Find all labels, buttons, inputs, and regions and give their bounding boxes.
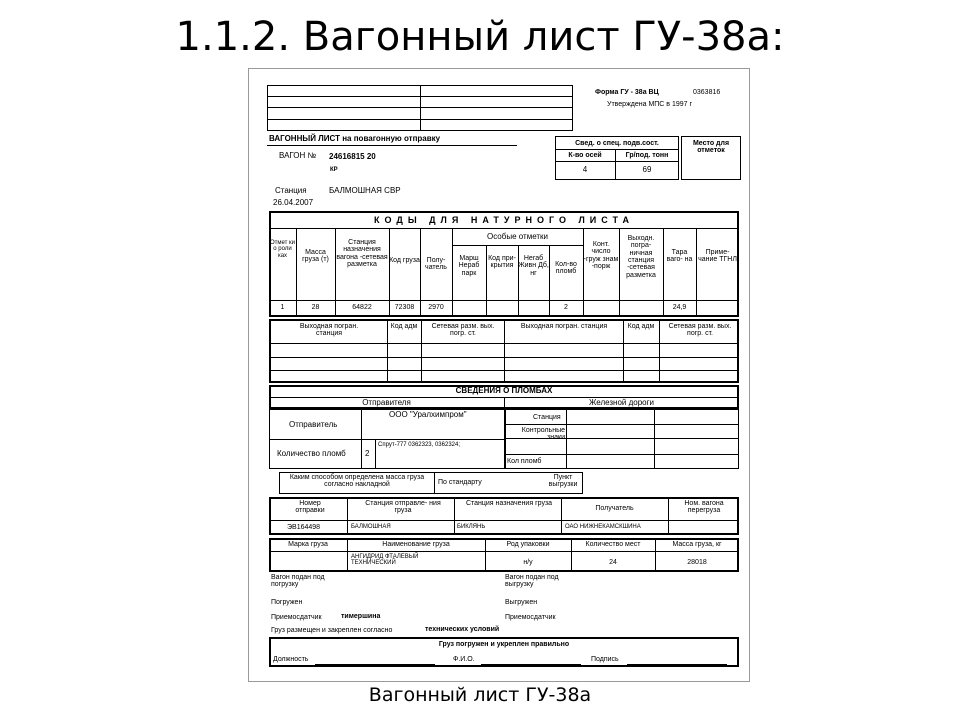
shipment-val-number: ЭВ164498 xyxy=(287,524,321,531)
hdr-cargo-code: Код груза xyxy=(389,257,420,264)
shipment-hdr-receiver: Получатель xyxy=(595,505,634,512)
shipment-val-receiver: ОАО НИЖНЕКАМСКШИНА xyxy=(565,524,641,530)
marks-place: Место для отметок xyxy=(692,140,730,155)
seals-title: СВЕДЕНИЯ О ПЛОМБАХ xyxy=(455,386,553,395)
form-number: 0363816 xyxy=(693,89,721,96)
mass-method-answer: По стандарту xyxy=(438,479,482,486)
form-approved: Утверждена МПС в 1997 г xyxy=(607,101,693,108)
cargo-hdr-name: Наименование груза xyxy=(382,541,450,548)
val-seals-count: 2 xyxy=(564,304,568,311)
seals-station-label: Станция xyxy=(533,414,561,421)
border-code-adm-2: Код адм xyxy=(627,323,655,330)
shipment-val-origin: БАЛМОШНАЯ xyxy=(351,524,391,530)
mass-method-question: Каким способом определена масса груза согласно накладной xyxy=(289,474,425,489)
axles-value: 4 xyxy=(582,165,588,174)
receiver1-label: Приемосдатчик xyxy=(271,614,322,621)
val-tare: 24,9 xyxy=(672,304,687,311)
cargo-val-mass: 28018 xyxy=(687,559,707,566)
val-dest-station: 64822 xyxy=(352,304,372,311)
border-net-mark-2: Сетевая разм. вых. погр. ст. xyxy=(668,323,732,338)
fio-label: Ф.И.О. xyxy=(453,656,475,663)
shipment-hdr-dest: Станция назначения груза xyxy=(465,500,553,507)
val-receiver: 2970 xyxy=(428,304,444,311)
hdr-route: Марш Нераб парк xyxy=(458,255,480,277)
doc-title: ВАГОННЫЙ ЛИСТ на повагонную отправку xyxy=(269,134,441,143)
date-value: 26.04.2007 xyxy=(273,198,314,207)
wagon-number: 24616815 20 xyxy=(329,152,376,161)
loaded-correct-label: Груз погружен и укреплен правильно xyxy=(438,641,570,648)
wagon-load-label: Вагон подан под погрузку xyxy=(271,574,325,589)
axles-label: К-во осей xyxy=(568,152,602,159)
wagon-unload-label: Вагон подан под выгрузку xyxy=(505,574,559,589)
placed-value: технических условий xyxy=(425,626,500,633)
border-code-adm-1: Код адм xyxy=(390,323,418,330)
slide-title: 1.1.2. Вагонный лист ГУ-38а: xyxy=(175,14,785,60)
border-net-mark-1: Сетевая разм. вых. погр. ст. xyxy=(431,323,495,338)
form-name: Форма ГУ - 38а ВЦ xyxy=(595,89,659,96)
border-exit-station-2: Выходная погран. станция xyxy=(520,323,608,330)
shipment-hdr-reload: Ном. вагона перегруза xyxy=(684,500,724,515)
seals-control-label: Контрольные знаки xyxy=(521,427,565,442)
special-title: Свед. о спец. подв.сост. xyxy=(575,140,659,147)
seals-sender-label: Отправитель xyxy=(289,420,338,429)
capacity-value: 69 xyxy=(642,165,652,174)
shipment-hdr-origin: Станция отправле- ния груза xyxy=(365,500,441,515)
val-marks-roles: 1 xyxy=(280,304,285,311)
cargo-hdr-mark: Марка груза xyxy=(288,541,328,548)
hdr-receiver: Полу- чатель xyxy=(425,257,447,272)
hdr-oversize: Негаб Живн Дб, нг xyxy=(518,255,549,277)
cargo-val-packing: н/у xyxy=(523,559,533,566)
wagon-sheet-form xyxy=(248,68,750,682)
hdr-cover-code: Код при- крытия xyxy=(488,255,516,270)
receiver1-value: тимершина xyxy=(341,613,381,620)
hdr-tare: Тара ваго- на xyxy=(666,249,693,264)
seals-count-label: Количество пломб xyxy=(277,449,346,458)
val-cargo-code: 72308 xyxy=(394,304,415,311)
shipment-hdr-number: Номер отправки xyxy=(295,500,325,515)
seals-count-value: 2 xyxy=(365,449,370,458)
capacity-label: Гр/под. тонн xyxy=(625,152,669,159)
cargo-val-name: АНГИДРИД ФТАЛЕВЫЙ ТЕХНИЧЕСКИЙ xyxy=(351,554,419,567)
hdr-note: Приме- чание ТГНЛ xyxy=(698,249,737,264)
seals-numbers: Спрут-777 0362323, 0362324; xyxy=(378,442,460,448)
cargo-val-places: 24 xyxy=(609,559,617,566)
station-label: Станция xyxy=(275,186,307,195)
cargo-hdr-packing: Род упаковки xyxy=(506,541,550,548)
slide-caption: Вагонный лист ГУ-38а xyxy=(368,684,592,706)
border-exit-station-1: Выходная погран. станция xyxy=(299,323,359,338)
position-label: Должность xyxy=(273,656,309,663)
seals-railway-col: Железной дороги xyxy=(588,398,655,407)
hdr-marks-roles: Отмет ки о роли ках xyxy=(269,240,296,259)
cargo-hdr-mass: Масса груза, кг xyxy=(672,541,722,548)
seals-sender-value: ООО "Уралхимпром" xyxy=(389,410,467,419)
special-marks-header: Особые отметки xyxy=(486,232,549,241)
seals-sender-col: Отправителя xyxy=(362,398,411,407)
shipment-val-dest: БИКЛЯНЬ xyxy=(457,524,486,530)
hdr-dest-station: Станция назначения вагона -сетевая разметка xyxy=(336,239,388,269)
kr-label: КР xyxy=(330,167,338,173)
seals-seal-count-label: Кол пломб xyxy=(507,458,542,465)
receiver2-label: Приемосдатчик xyxy=(505,614,556,621)
wagon-label: ВАГОН № xyxy=(279,151,317,160)
hdr-container-count: Конт. число -груж знам -порж xyxy=(583,241,619,271)
signature-label: Подпись xyxy=(591,656,619,663)
loaded-label: Погружен xyxy=(271,599,303,606)
hdr-mass: Масса груза (т) xyxy=(302,249,329,264)
station-value: БАЛМОШНАЯ СВР xyxy=(329,186,401,195)
codes-title: КОДЫ ДЛЯ НАТУРНОГО ЛИСТА xyxy=(374,215,634,225)
hdr-seals-count: Кол-во пломб xyxy=(555,261,577,276)
unload-point-label: Пункт выгрузки xyxy=(548,474,578,489)
val-mass: 28 xyxy=(311,304,320,311)
placed-label: Груз размещен и закреплен согласно xyxy=(271,627,393,634)
unloaded-label: Выгружен xyxy=(505,599,538,606)
hdr-exit-station: Выходн. погра- ничная станция -сетевая разметка xyxy=(626,235,656,279)
cargo-hdr-places: Количество мест xyxy=(585,541,641,548)
